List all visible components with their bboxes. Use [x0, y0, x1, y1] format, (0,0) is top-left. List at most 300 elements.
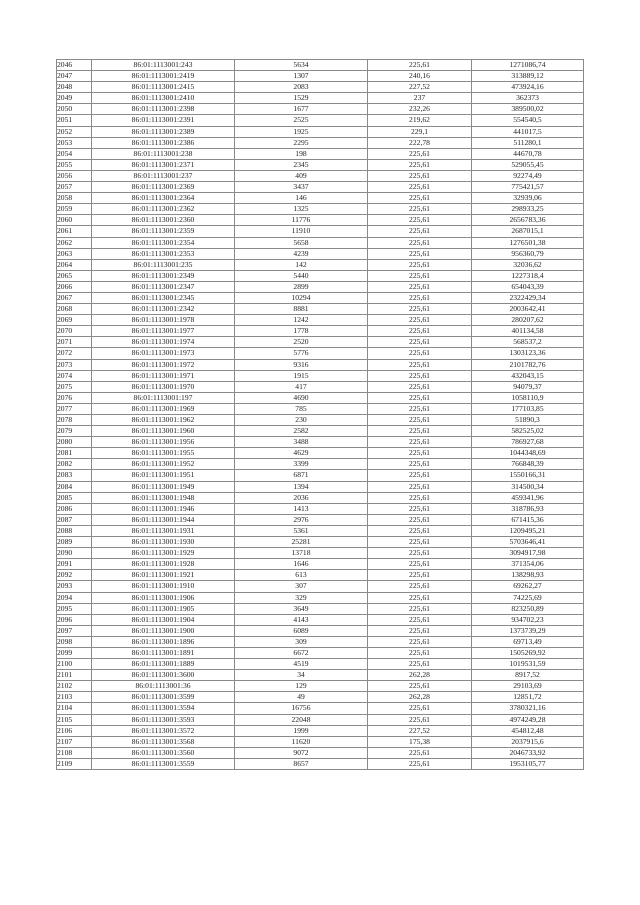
cadastral-value-cell: 29103,69: [472, 681, 584, 692]
cadastral-number-cell: 86:01:1113001:2398: [92, 104, 235, 115]
rate-value-cell: 225,61: [368, 625, 472, 636]
area-value-cell: 9072: [235, 747, 368, 758]
table-row: [57, 126, 584, 137]
row-number-cell: 2071: [57, 337, 92, 348]
area-value-cell: 3649: [235, 603, 368, 614]
cadastral-value-cell: 568537,2: [472, 337, 584, 348]
rate-value-cell: 227,52: [368, 82, 472, 93]
rate-value-cell: 225,61: [368, 514, 472, 525]
cadastral-number-cell: 86:01:1113001:1956: [92, 437, 235, 448]
rate-value-cell: 225,61: [368, 204, 472, 215]
row-number-cell: 2066: [57, 281, 92, 292]
cadastral-number-cell: 86:01:1113001:1955: [92, 448, 235, 459]
row-number-cell: 2074: [57, 370, 92, 381]
area-value-cell: 4143: [235, 614, 368, 625]
area-value-cell: 1413: [235, 503, 368, 514]
cadastral-value-cell: 1058110,9: [472, 392, 584, 403]
row-number-cell: 2050: [57, 104, 92, 115]
row-number-cell: 2093: [57, 581, 92, 592]
cadastral-value-cell: 766848,39: [472, 459, 584, 470]
area-value-cell: 3399: [235, 459, 368, 470]
table-row: [57, 259, 584, 270]
area-value-cell: 5361: [235, 525, 368, 536]
rate-value-cell: 225,61: [368, 747, 472, 758]
cadastral-value-cell: 92274,49: [472, 170, 584, 181]
cadastral-value-cell: 511280,1: [472, 137, 584, 148]
rate-value-cell: 219,62: [368, 115, 472, 126]
area-value-cell: 49: [235, 692, 368, 703]
cadastral-value-cell: 934702,23: [472, 614, 584, 625]
table-row: [57, 337, 584, 348]
rate-value-cell: 225,61: [368, 248, 472, 259]
cadastral-value-cell: 554540,5: [472, 115, 584, 126]
row-number-cell: 2105: [57, 714, 92, 725]
rate-value-cell: 225,61: [368, 437, 472, 448]
row-number-cell: 2052: [57, 126, 92, 137]
row-number-cell: 2077: [57, 403, 92, 414]
row-number-cell: 2099: [57, 647, 92, 658]
cadastral-number-cell: 86:01:1113001:2347: [92, 281, 235, 292]
area-value-cell: 5658: [235, 237, 368, 248]
row-number-cell: 2063: [57, 248, 92, 259]
row-number-cell: 2054: [57, 148, 92, 159]
cadastral-value-cell: 2037915,6: [472, 736, 584, 747]
rate-value-cell: 225,61: [368, 459, 472, 470]
row-number-cell: 2101: [57, 670, 92, 681]
table-row: [57, 747, 584, 758]
area-value-cell: 8657: [235, 758, 368, 769]
area-value-cell: 10294: [235, 292, 368, 303]
table-row: [57, 714, 584, 725]
cadastral-number-cell: 86:01:1113001:243: [92, 60, 235, 71]
row-number-cell: 2064: [57, 259, 92, 270]
table-row: [57, 736, 584, 747]
row-number-cell: 2092: [57, 570, 92, 581]
area-value-cell: 13718: [235, 548, 368, 559]
row-number-cell: 2072: [57, 348, 92, 359]
rate-value-cell: 225,61: [368, 559, 472, 570]
cadastral-number-cell: 86:01:1113001:2410: [92, 93, 235, 104]
table-row: [57, 470, 584, 481]
cadastral-number-cell: 86:01:1113001:2359: [92, 226, 235, 237]
cadastral-number-cell: 86:01:1113001:3594: [92, 703, 235, 714]
cadastral-number-cell: 86:01:1113001:1974: [92, 337, 235, 348]
table-row: [57, 537, 584, 548]
row-number-cell: 2102: [57, 681, 92, 692]
cadastral-value-cell: 401134,58: [472, 326, 584, 337]
cadastral-value-cell: 1953105,77: [472, 758, 584, 769]
rate-value-cell: 225,61: [368, 647, 472, 658]
row-number-cell: 2096: [57, 614, 92, 625]
area-value-cell: 5440: [235, 270, 368, 281]
row-number-cell: 2056: [57, 170, 92, 181]
area-value-cell: 11910: [235, 226, 368, 237]
table-row: [57, 215, 584, 226]
cadastral-value-cell: 1044348,69: [472, 448, 584, 459]
rate-value-cell: 225,61: [368, 470, 472, 481]
area-value-cell: 4690: [235, 392, 368, 403]
cadastral-number-cell: 86:01:1113001:1891: [92, 647, 235, 658]
row-number-cell: 2098: [57, 636, 92, 647]
table-row: [57, 182, 584, 193]
area-value-cell: 1925: [235, 126, 368, 137]
table-row: [57, 304, 584, 315]
row-number-cell: 2046: [57, 60, 92, 71]
row-number-cell: 2083: [57, 470, 92, 481]
table-row: [57, 492, 584, 503]
table-row: [57, 326, 584, 337]
row-number-cell: 2109: [57, 758, 92, 769]
rate-value-cell: 225,61: [368, 503, 472, 514]
area-value-cell: 3437: [235, 182, 368, 193]
cadastral-value-cell: 389500,02: [472, 104, 584, 115]
area-value-cell: 146: [235, 193, 368, 204]
area-value-cell: 16756: [235, 703, 368, 714]
table-row: [57, 725, 584, 736]
row-number-cell: 2081: [57, 448, 92, 459]
cadastral-number-cell: 86:01:1113001:2349: [92, 270, 235, 281]
row-number-cell: 2068: [57, 304, 92, 315]
area-value-cell: 4629: [235, 448, 368, 459]
table-row: [57, 248, 584, 259]
cadastral-number-cell: 86:01:1113001:1952: [92, 459, 235, 470]
rate-value-cell: 225,61: [368, 448, 472, 459]
area-value-cell: 1915: [235, 370, 368, 381]
table-row: [57, 703, 584, 714]
row-number-cell: 2073: [57, 359, 92, 370]
cadastral-value-cell: 32036,62: [472, 259, 584, 270]
area-value-cell: 4239: [235, 248, 368, 259]
rate-value-cell: 225,61: [368, 570, 472, 581]
area-value-cell: 129: [235, 681, 368, 692]
rate-value-cell: 225,61: [368, 237, 472, 248]
rate-value-cell: 225,61: [368, 537, 472, 548]
area-value-cell: 1394: [235, 481, 368, 492]
area-value-cell: 2295: [235, 137, 368, 148]
row-number-cell: 2095: [57, 603, 92, 614]
cadastral-value-cell: 3094917,98: [472, 548, 584, 559]
cadastral-number-cell: 86:01:1113001:1977: [92, 326, 235, 337]
cadastral-number-cell: 86:01:1113001:1972: [92, 359, 235, 370]
rate-value-cell: 240,16: [368, 71, 472, 82]
cadastral-value-cell: 280207,62: [472, 315, 584, 326]
rate-value-cell: 225,61: [368, 525, 472, 536]
table-row: [57, 148, 584, 159]
row-number-cell: 2104: [57, 703, 92, 714]
table-row: [57, 692, 584, 703]
table-row: [57, 292, 584, 303]
cadastral-value-cell: 1303123,36: [472, 348, 584, 359]
cadastral-number-cell: 86:01:1113001:1978: [92, 315, 235, 326]
rate-value-cell: 225,61: [368, 581, 472, 592]
area-value-cell: 1677: [235, 104, 368, 115]
rate-value-cell: 225,61: [368, 492, 472, 503]
cadastral-value-cell: 2322429,34: [472, 292, 584, 303]
cadastral-value-cell: 582525,02: [472, 426, 584, 437]
rate-value-cell: 225,61: [368, 270, 472, 281]
cadastral-value-cell: 786927,68: [472, 437, 584, 448]
cadastral-value-cell: 2656783,36: [472, 215, 584, 226]
table-row: [57, 204, 584, 215]
cadastral-value-cell: 313889,12: [472, 71, 584, 82]
cadastral-value-cell: 69713,49: [472, 636, 584, 647]
table-row: [57, 270, 584, 281]
area-value-cell: 417: [235, 381, 368, 392]
cadastral-value-cell: 432043,15: [472, 370, 584, 381]
rate-value-cell: 225,61: [368, 315, 472, 326]
row-number-cell: 2062: [57, 237, 92, 248]
area-value-cell: 1307: [235, 71, 368, 82]
cadastral-number-cell: 86:01:1113001:2371: [92, 159, 235, 170]
rate-value-cell: 225,61: [368, 714, 472, 725]
cadastral-number-cell: 86:01:1113001:2389: [92, 126, 235, 137]
cadastral-number-cell: 86:01:1113001:3568: [92, 736, 235, 747]
table-row: [57, 370, 584, 381]
cadastral-value-cell: 298933,25: [472, 204, 584, 215]
table-row: [57, 381, 584, 392]
row-number-cell: 2087: [57, 514, 92, 525]
cadastral-number-cell: 86:01:1113001:1944: [92, 514, 235, 525]
rate-value-cell: 225,61: [368, 326, 472, 337]
table-row: [57, 614, 584, 625]
cadastral-value-cell: 529055,45: [472, 159, 584, 170]
rate-value-cell: 225,61: [368, 614, 472, 625]
cadastral-number-cell: 86:01:1113001:2353: [92, 248, 235, 259]
area-value-cell: 2036: [235, 492, 368, 503]
table-row: [57, 647, 584, 658]
table-row: [57, 71, 584, 82]
cadastral-value-cell: 5703646,41: [472, 537, 584, 548]
cadastral-value-cell: 371354,06: [472, 559, 584, 570]
cadastral-number-cell: 86:01:1113001:2345: [92, 292, 235, 303]
area-value-cell: 1646: [235, 559, 368, 570]
cadastral-number-cell: 86:01:1113001:3560: [92, 747, 235, 758]
area-value-cell: 8881: [235, 304, 368, 315]
cadastral-value-cell: 1276501,38: [472, 237, 584, 248]
cadastral-value-cell: 654043,39: [472, 281, 584, 292]
area-value-cell: 2345: [235, 159, 368, 170]
row-number-cell: 2084: [57, 481, 92, 492]
rate-value-cell: 222,78: [368, 137, 472, 148]
row-number-cell: 2079: [57, 426, 92, 437]
row-number-cell: 2051: [57, 115, 92, 126]
rate-value-cell: 225,61: [368, 481, 472, 492]
cadastral-value-cell: 44670,78: [472, 148, 584, 159]
area-value-cell: 1242: [235, 315, 368, 326]
table-row: [57, 758, 584, 769]
cadastral-number-cell: 86:01:1113001:1904: [92, 614, 235, 625]
rate-value-cell: 225,61: [368, 148, 472, 159]
row-number-cell: 2049: [57, 93, 92, 104]
table-row: [57, 437, 584, 448]
cadastral-value-cell: 441017,5: [472, 126, 584, 137]
cadastral-number-cell: 86:01:1113001:1946: [92, 503, 235, 514]
cadastral-number-cell: 86:01:1113001:2419: [92, 71, 235, 82]
area-value-cell: 22048: [235, 714, 368, 725]
rate-value-cell: 237: [368, 93, 472, 104]
area-value-cell: 11620: [235, 736, 368, 747]
table-row: [57, 281, 584, 292]
area-value-cell: 6871: [235, 470, 368, 481]
cadastral-number-cell: 86:01:1113001:1921: [92, 570, 235, 581]
rate-value-cell: 225,61: [368, 758, 472, 769]
cadastral-number-cell: 86:01:1113001:2360: [92, 215, 235, 226]
table-row: [57, 170, 584, 181]
rate-value-cell: 225,61: [368, 348, 472, 359]
table-row: [57, 82, 584, 93]
cadastral-number-cell: 86:01:1113001:3559: [92, 758, 235, 769]
table-row: [57, 570, 584, 581]
cadastral-value-cell: 1550166,31: [472, 470, 584, 481]
table-row: [57, 459, 584, 470]
area-value-cell: 2525: [235, 115, 368, 126]
table-row: [57, 559, 584, 570]
row-number-cell: 2097: [57, 625, 92, 636]
rate-value-cell: 262,28: [368, 670, 472, 681]
area-value-cell: 329: [235, 592, 368, 603]
cadastral-value-cell: 671415,36: [472, 514, 584, 525]
table-row: [57, 448, 584, 459]
rate-value-cell: 225,61: [368, 193, 472, 204]
row-number-cell: 2106: [57, 725, 92, 736]
cadastral-value-cell: 314500,34: [472, 481, 584, 492]
row-number-cell: 2057: [57, 182, 92, 193]
cadastral-number-cell: 86:01:1113001:36: [92, 681, 235, 692]
rate-value-cell: 225,61: [368, 292, 472, 303]
row-number-cell: 2089: [57, 537, 92, 548]
rate-value-cell: 225,61: [368, 182, 472, 193]
table-row: [57, 481, 584, 492]
cadastral-value-cell: 8917,52: [472, 670, 584, 681]
cadastral-number-cell: 86:01:1113001:1951: [92, 470, 235, 481]
table-row: [57, 237, 584, 248]
cadastral-number-cell: 86:01:1113001:1889: [92, 659, 235, 670]
rate-value-cell: 225,61: [368, 403, 472, 414]
cadastral-number-cell: 86:01:1113001:1928: [92, 559, 235, 570]
rate-value-cell: 175,38: [368, 736, 472, 747]
row-number-cell: 2075: [57, 381, 92, 392]
row-number-cell: 2108: [57, 747, 92, 758]
cadastral-value-cell: 473924,16: [472, 82, 584, 93]
row-number-cell: 2058: [57, 193, 92, 204]
cadastral-value-cell: 1227318,4: [472, 270, 584, 281]
rate-value-cell: 225,61: [368, 659, 472, 670]
cadastral-value-cell: 1019531,59: [472, 659, 584, 670]
cadastral-number-cell: 86:01:1113001:2386: [92, 137, 235, 148]
table-row: [57, 592, 584, 603]
rate-value-cell: 262,28: [368, 692, 472, 703]
row-number-cell: 2090: [57, 548, 92, 559]
cadastral-number-cell: 86:01:1113001:2364: [92, 193, 235, 204]
rate-value-cell: 225,61: [368, 636, 472, 647]
table-row: [57, 104, 584, 115]
area-value-cell: 5776: [235, 348, 368, 359]
cadastral-value-cell: 94079,37: [472, 381, 584, 392]
rate-value-cell: 232,26: [368, 104, 472, 115]
rate-value-cell: 225,61: [368, 426, 472, 437]
row-number-cell: 2107: [57, 736, 92, 747]
area-value-cell: 613: [235, 570, 368, 581]
rate-value-cell: 225,61: [368, 703, 472, 714]
rate-value-cell: 225,61: [368, 281, 472, 292]
cadastral-value-cell: 956360,79: [472, 248, 584, 259]
area-value-cell: 4519: [235, 659, 368, 670]
area-value-cell: 2582: [235, 426, 368, 437]
cadastral-value-cell: 32939,06: [472, 193, 584, 204]
area-value-cell: 2520: [235, 337, 368, 348]
cadastral-value-cell: 3780321,16: [472, 703, 584, 714]
row-number-cell: 2065: [57, 270, 92, 281]
row-number-cell: 2047: [57, 71, 92, 82]
cadastral-value-cell: 318786,93: [472, 503, 584, 514]
table-row: [57, 226, 584, 237]
cadastral-value-cell: 177103,85: [472, 403, 584, 414]
cadastral-value-cell: 459341,96: [472, 492, 584, 503]
cadastral-value-cell: 2046733,92: [472, 747, 584, 758]
row-number-cell: 2082: [57, 459, 92, 470]
table-row: [57, 348, 584, 359]
cadastral-number-cell: 86:01:1113001:1973: [92, 348, 235, 359]
row-number-cell: 2076: [57, 392, 92, 403]
rate-value-cell: 225,61: [368, 60, 472, 71]
table-row: [57, 581, 584, 592]
cadastral-number-cell: 86:01:1113001:2415: [92, 82, 235, 93]
cadastral-number-cell: 86:01:1113001:1910: [92, 581, 235, 592]
cadastral-number-cell: 86:01:1113001:2354: [92, 237, 235, 248]
cadastral-number-cell: 86:01:1113001:238: [92, 148, 235, 159]
table-row: [57, 392, 584, 403]
area-value-cell: 198: [235, 148, 368, 159]
table-row: [57, 137, 584, 148]
area-value-cell: 9316: [235, 359, 368, 370]
rate-value-cell: 225,61: [368, 548, 472, 559]
cadastral-value-table: [56, 59, 584, 770]
cadastral-value-cell: 2101782,76: [472, 359, 584, 370]
row-number-cell: 2094: [57, 592, 92, 603]
row-number-cell: 2078: [57, 415, 92, 426]
cadastral-number-cell: 86:01:1113001:3572: [92, 725, 235, 736]
table-row: [57, 681, 584, 692]
cadastral-number-cell: 86:01:1113001:1969: [92, 403, 235, 414]
row-number-cell: 2070: [57, 326, 92, 337]
row-number-cell: 2100: [57, 659, 92, 670]
table-row: [57, 625, 584, 636]
area-value-cell: 307: [235, 581, 368, 592]
rate-value-cell: 225,61: [368, 359, 472, 370]
area-value-cell: 2899: [235, 281, 368, 292]
area-value-cell: 1529: [235, 93, 368, 104]
rate-value-cell: 229,1: [368, 126, 472, 137]
area-value-cell: 230: [235, 415, 368, 426]
table-row: [57, 93, 584, 104]
area-value-cell: 785: [235, 403, 368, 414]
rate-value-cell: 227,52: [368, 725, 472, 736]
row-number-cell: 2061: [57, 226, 92, 237]
cadastral-value-cell: 1373739,29: [472, 625, 584, 636]
rate-value-cell: 225,61: [368, 259, 472, 270]
area-value-cell: 1325: [235, 204, 368, 215]
cadastral-number-cell: 86:01:1113001:1905: [92, 603, 235, 614]
cadastral-number-cell: 86:01:1113001:1960: [92, 426, 235, 437]
row-number-cell: 2086: [57, 503, 92, 514]
cadastral-number-cell: 86:01:1113001:1962: [92, 415, 235, 426]
row-number-cell: 2055: [57, 159, 92, 170]
area-value-cell: 5634: [235, 60, 368, 71]
table-row: [57, 359, 584, 370]
area-value-cell: 6089: [235, 625, 368, 636]
table-row: [57, 415, 584, 426]
cadastral-value-cell: 74225,69: [472, 592, 584, 603]
